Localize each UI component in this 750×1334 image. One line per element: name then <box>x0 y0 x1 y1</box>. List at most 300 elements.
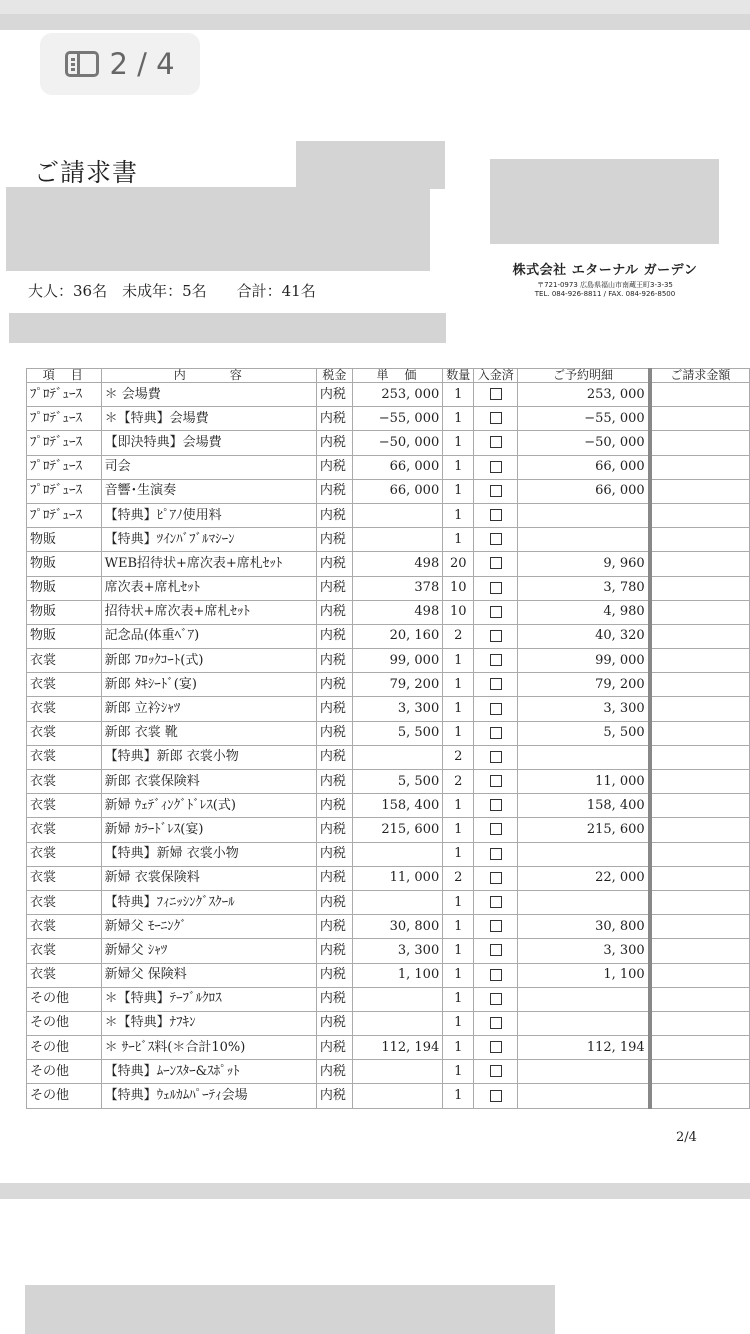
table-row <box>27 939 750 963</box>
paid-checkbox[interactable] <box>490 1017 502 1029</box>
cell-item: その他 <box>27 1036 102 1060</box>
cell-tax: 内税 <box>316 600 352 624</box>
cell-item: ﾌﾟﾛﾃﾞｭｰｽ <box>27 431 102 455</box>
cell-content: 音響･生演奏 <box>101 479 316 503</box>
table-row <box>27 818 750 842</box>
cell-paid <box>474 1036 518 1060</box>
table-row <box>27 866 750 890</box>
cell-unit-price: 253, 000 <box>352 383 442 407</box>
cell-content: 【特典】ﾋﾟｱﾉ使用料 <box>101 503 316 527</box>
guest-summary: 大人：36名 未成年：5名 合計：41名 <box>28 282 316 300</box>
cell-tax: 内税 <box>316 649 352 673</box>
cell-quantity: 2 <box>443 770 474 794</box>
cell-tax: 内税 <box>316 697 352 721</box>
cell-paid <box>474 721 518 745</box>
header-content: 内 容 <box>101 369 316 383</box>
table-row <box>27 697 750 721</box>
cell-tax: 内税 <box>316 818 352 842</box>
cell-paid <box>474 503 518 527</box>
cell-billing-amount <box>650 939 750 963</box>
cell-quantity: 2 <box>443 745 474 769</box>
cell-tax: 内税 <box>316 842 352 866</box>
cell-tax: 内税 <box>316 939 352 963</box>
cell-item: ﾌﾟﾛﾃﾞｭｰｽ <box>27 479 102 503</box>
paid-checkbox[interactable] <box>490 775 502 787</box>
cell-reservation-detail: 112, 194 <box>518 1036 650 1060</box>
cell-item: 衣裳 <box>27 721 102 745</box>
cell-unit-price <box>352 745 442 769</box>
cell-unit-price: 158, 400 <box>352 794 442 818</box>
table-row <box>27 673 750 697</box>
cell-unit-price: −50, 000 <box>352 431 442 455</box>
cell-content: 新婦父 保険料 <box>101 963 316 987</box>
page-indicator-label: 2 / 4 <box>109 47 175 81</box>
cell-item: ﾌﾟﾛﾃﾞｭｰｽ <box>27 407 102 431</box>
cell-unit-price: 5, 500 <box>352 770 442 794</box>
cell-quantity: 1 <box>443 818 474 842</box>
cell-paid <box>474 842 518 866</box>
table-row <box>27 600 750 624</box>
paid-checkbox[interactable] <box>490 872 502 884</box>
cell-item: 衣裳 <box>27 818 102 842</box>
cell-unit-price: 5, 500 <box>352 721 442 745</box>
cell-paid <box>474 915 518 939</box>
cell-quantity: 1 <box>443 987 474 1011</box>
page-number: 2/4 <box>676 1130 697 1145</box>
cell-tax: 内税 <box>316 987 352 1011</box>
cell-item: その他 <box>27 1060 102 1084</box>
cell-billing-amount <box>650 624 750 648</box>
cell-paid <box>474 407 518 431</box>
next-document-page <box>0 1199 750 1334</box>
paid-checkbox[interactable] <box>490 412 502 424</box>
cell-content: 新婦 ｳｪﾃﾞｨﾝｸﾞﾄﾞﾚｽ(式) <box>101 794 316 818</box>
invoice-table <box>26 368 750 1109</box>
cell-quantity: 1 <box>443 915 474 939</box>
cell-item: 物販 <box>27 576 102 600</box>
redacted-block <box>6 187 430 271</box>
cell-unit-price: 112, 194 <box>352 1036 442 1060</box>
cell-paid <box>474 431 518 455</box>
cell-quantity: 1 <box>443 1060 474 1084</box>
cell-quantity: 1 <box>443 794 474 818</box>
cell-item: 衣裳 <box>27 794 102 818</box>
cell-paid <box>474 770 518 794</box>
cell-content: 新郎 立衿ｼｬﾂ <box>101 697 316 721</box>
paid-checkbox[interactable] <box>490 823 502 835</box>
cell-reservation-detail <box>518 1084 650 1108</box>
cell-reservation-detail: 3, 780 <box>518 576 650 600</box>
paid-checkbox[interactable] <box>490 993 502 1005</box>
cell-unit-price: 3, 300 <box>352 939 442 963</box>
cell-reservation-detail <box>518 842 650 866</box>
cell-paid <box>474 576 518 600</box>
cell-unit-price: 66, 000 <box>352 479 442 503</box>
cell-billing-amount <box>650 818 750 842</box>
cell-content: 新婦 ｶﾗｰﾄﾞﾚｽ(宴) <box>101 818 316 842</box>
table-row <box>27 528 750 552</box>
header-tax: 税金 <box>316 369 352 383</box>
paid-checkbox[interactable] <box>490 388 502 400</box>
cell-content: 【特典】ﾌｨﾆｯｼﾝｸﾞｽｸｰﾙ <box>101 890 316 914</box>
cell-paid <box>474 552 518 576</box>
page-indicator[interactable] <box>40 33 200 95</box>
cell-tax: 内税 <box>316 673 352 697</box>
paid-checkbox[interactable] <box>490 703 502 715</box>
cell-reservation-detail <box>518 528 650 552</box>
paid-checkbox[interactable] <box>490 751 502 763</box>
table-row <box>27 963 750 987</box>
cell-content: WEB招待状+席次表+席札ｾｯﾄ <box>101 552 316 576</box>
cell-unit-price: 20, 160 <box>352 624 442 648</box>
cell-item: 衣裳 <box>27 770 102 794</box>
cell-paid <box>474 866 518 890</box>
cell-quantity: 1 <box>443 721 474 745</box>
cell-quantity: 20 <box>443 552 474 576</box>
cell-item: 衣裳 <box>27 697 102 721</box>
cell-paid <box>474 794 518 818</box>
paid-checkbox[interactable] <box>490 848 502 860</box>
cell-billing-amount <box>650 1060 750 1084</box>
cell-reservation-detail <box>518 1060 650 1084</box>
document-title: ご請求書 <box>34 158 139 187</box>
cell-billing-amount <box>650 987 750 1011</box>
cell-item: 衣裳 <box>27 939 102 963</box>
cell-content: 新郎 ﾌﾛｯｸｺｰﾄ(式) <box>101 649 316 673</box>
table-row <box>27 1036 750 1060</box>
cell-quantity: 1 <box>443 842 474 866</box>
cell-unit-price <box>352 1011 442 1035</box>
header-unit-price: 単 価 <box>352 369 442 383</box>
cell-tax: 内税 <box>316 624 352 648</box>
table-row <box>27 770 750 794</box>
table-row <box>27 431 750 455</box>
cell-reservation-detail: 66, 000 <box>518 479 650 503</box>
table-row <box>27 1011 750 1035</box>
cell-unit-price: 498 <box>352 600 442 624</box>
cell-tax: 内税 <box>316 1084 352 1108</box>
header-quantity: 数量 <box>443 369 474 383</box>
page-separator <box>0 1183 750 1199</box>
cell-quantity: 2 <box>443 624 474 648</box>
cell-reservation-detail: 215, 600 <box>518 818 650 842</box>
paid-checkbox[interactable] <box>490 533 502 545</box>
cell-billing-amount <box>650 576 750 600</box>
cell-item: その他 <box>27 987 102 1011</box>
cell-reservation-detail: 11, 000 <box>518 770 650 794</box>
cell-reservation-detail: 66, 000 <box>518 455 650 479</box>
paid-checkbox[interactable] <box>490 1090 502 1102</box>
paid-checkbox[interactable] <box>490 485 502 497</box>
cell-content: 新郎 衣裳 靴 <box>101 721 316 745</box>
cell-quantity: 1 <box>443 963 474 987</box>
paid-checkbox[interactable] <box>490 1065 502 1077</box>
cell-billing-amount <box>650 842 750 866</box>
table-row <box>27 890 750 914</box>
cell-tax: 内税 <box>316 1060 352 1084</box>
cell-billing-amount <box>650 915 750 939</box>
cell-item: 衣裳 <box>27 842 102 866</box>
cell-content: ＊ 会場費 <box>101 383 316 407</box>
cell-billing-amount <box>650 407 750 431</box>
cell-tax: 内税 <box>316 431 352 455</box>
paid-checkbox[interactable] <box>490 557 502 569</box>
cell-billing-amount <box>650 963 750 987</box>
header-item: 項 目 <box>27 369 102 383</box>
company-name: 株式会社 エターナル ガーデン <box>512 263 698 278</box>
cell-tax: 内税 <box>316 576 352 600</box>
cell-item: ﾌﾟﾛﾃﾞｭｰｽ <box>27 455 102 479</box>
cell-item: 物販 <box>27 552 102 576</box>
paid-checkbox[interactable] <box>490 630 502 642</box>
cell-billing-amount <box>650 600 750 624</box>
cell-tax: 内税 <box>316 503 352 527</box>
cell-quantity: 10 <box>443 600 474 624</box>
redacted-block <box>9 313 446 343</box>
cell-quantity: 1 <box>443 939 474 963</box>
cell-billing-amount <box>650 649 750 673</box>
paid-checkbox[interactable] <box>490 678 502 690</box>
cell-unit-price <box>352 528 442 552</box>
table-row <box>27 987 750 1011</box>
cell-content: 【特典】ﾑｰﾝｽﾀｰ&ｽﾎﾟｯﾄ <box>101 1060 316 1084</box>
paid-checkbox[interactable] <box>490 944 502 956</box>
table-row <box>27 407 750 431</box>
cell-reservation-detail <box>518 1011 650 1035</box>
paid-checkbox[interactable] <box>490 727 502 739</box>
cell-unit-price: 30, 800 <box>352 915 442 939</box>
cell-paid <box>474 987 518 1011</box>
cell-billing-amount <box>650 528 750 552</box>
cell-unit-price <box>352 1060 442 1084</box>
cell-unit-price: 66, 000 <box>352 455 442 479</box>
cell-paid <box>474 1011 518 1035</box>
cell-tax: 内税 <box>316 721 352 745</box>
cell-item: 物販 <box>27 624 102 648</box>
header-paid: 入金済 <box>474 369 518 383</box>
cell-billing-amount <box>650 866 750 890</box>
cell-billing-amount <box>650 673 750 697</box>
cell-tax: 内税 <box>316 745 352 769</box>
cell-paid <box>474 1060 518 1084</box>
cell-tax: 内税 <box>316 1036 352 1060</box>
cell-quantity: 1 <box>443 1011 474 1035</box>
cell-tax: 内税 <box>316 455 352 479</box>
cell-item: ﾌﾟﾛﾃﾞｭｰｽ <box>27 503 102 527</box>
cell-content: 新婦父 ﾓｰﾆﾝｸﾞ <box>101 915 316 939</box>
paid-checkbox[interactable] <box>490 509 502 521</box>
cell-unit-price <box>352 503 442 527</box>
cell-billing-amount <box>650 1036 750 1060</box>
cell-paid <box>474 455 518 479</box>
paid-checkbox[interactable] <box>490 654 502 666</box>
cell-quantity: 1 <box>443 673 474 697</box>
cell-unit-price: 99, 000 <box>352 649 442 673</box>
viewer-page-gap <box>0 14 750 30</box>
cell-unit-price <box>352 987 442 1011</box>
cell-unit-price: 215, 600 <box>352 818 442 842</box>
cell-tax: 内税 <box>316 866 352 890</box>
cell-billing-amount <box>650 552 750 576</box>
cell-content: ＊【特典】ﾃｰﾌﾞﾙｸﾛｽ <box>101 987 316 1011</box>
cell-reservation-detail: 253, 000 <box>518 383 650 407</box>
cell-quantity: 1 <box>443 431 474 455</box>
cell-reservation-detail: −55, 000 <box>518 407 650 431</box>
cell-quantity: 2 <box>443 866 474 890</box>
cell-reservation-detail: 40, 320 <box>518 624 650 648</box>
cell-paid <box>474 383 518 407</box>
cell-paid <box>474 479 518 503</box>
cell-content: 【特典】新婦 衣裳小物 <box>101 842 316 866</box>
cell-tax: 内税 <box>316 963 352 987</box>
redacted-block <box>25 1285 555 1334</box>
cell-unit-price <box>352 890 442 914</box>
cell-billing-amount <box>650 1011 750 1035</box>
cell-billing-amount <box>650 721 750 745</box>
cell-content: 【特典】新郎 衣裳小物 <box>101 745 316 769</box>
cell-unit-price: 79, 200 <box>352 673 442 697</box>
cell-billing-amount <box>650 697 750 721</box>
paid-checkbox[interactable] <box>490 920 502 932</box>
cell-unit-price: 498 <box>352 552 442 576</box>
cell-reservation-detail: 22, 000 <box>518 866 650 890</box>
cell-quantity: 1 <box>443 407 474 431</box>
cell-billing-amount <box>650 890 750 914</box>
cell-quantity: 10 <box>443 576 474 600</box>
paid-checkbox[interactable] <box>490 461 502 473</box>
cell-reservation-detail: 1, 100 <box>518 963 650 987</box>
cell-billing-amount <box>650 503 750 527</box>
cell-item: 物販 <box>27 600 102 624</box>
table-row <box>27 721 750 745</box>
cell-paid <box>474 528 518 552</box>
cell-content: 【特典】ｳｪﾙｶﾑﾊﾟｰﾃｨ会場 <box>101 1084 316 1108</box>
cell-paid <box>474 745 518 769</box>
cell-tax: 内税 <box>316 794 352 818</box>
cell-reservation-detail <box>518 890 650 914</box>
table-row <box>27 552 750 576</box>
cell-item: その他 <box>27 1084 102 1108</box>
redacted-block <box>296 141 445 189</box>
cell-reservation-detail: 99, 000 <box>518 649 650 673</box>
cell-paid <box>474 673 518 697</box>
table-row <box>27 479 750 503</box>
redacted-block <box>490 159 719 244</box>
cell-item: 物販 <box>27 528 102 552</box>
cell-billing-amount <box>650 745 750 769</box>
viewer-top-bar <box>0 0 750 14</box>
cell-item: 衣裳 <box>27 673 102 697</box>
cell-unit-price <box>352 1084 442 1108</box>
cell-content: 新婦 衣裳保険料 <box>101 866 316 890</box>
header-reservation-detail: ご予約明細 <box>518 369 650 383</box>
cell-paid <box>474 818 518 842</box>
cell-paid <box>474 963 518 987</box>
cell-reservation-detail: −50, 000 <box>518 431 650 455</box>
cell-content: 新郎 衣裳保険料 <box>101 770 316 794</box>
page-list-icon <box>65 51 99 77</box>
cell-tax: 内税 <box>316 383 352 407</box>
cell-reservation-detail: 9, 960 <box>518 552 650 576</box>
cell-unit-price <box>352 842 442 866</box>
paid-checkbox[interactable] <box>490 799 502 811</box>
cell-content: ＊【特典】ﾅﾌｷﾝ <box>101 1011 316 1035</box>
cell-item: 衣裳 <box>27 649 102 673</box>
cell-paid <box>474 649 518 673</box>
cell-content: 記念品(体重ﾍﾞｱ) <box>101 624 316 648</box>
cell-quantity: 1 <box>443 1036 474 1060</box>
cell-quantity: 1 <box>443 1084 474 1108</box>
cell-item: その他 <box>27 1011 102 1035</box>
cell-content: 【特典】ﾂｲﾝﾊﾞﾌﾞﾙﾏｼｰﾝ <box>101 528 316 552</box>
cell-quantity: 1 <box>443 383 474 407</box>
cell-paid <box>474 697 518 721</box>
cell-item: 衣裳 <box>27 915 102 939</box>
table-row <box>27 649 750 673</box>
cell-content: 司会 <box>101 455 316 479</box>
cell-item: 衣裳 <box>27 866 102 890</box>
company-address: 〒721-0973 広島県福山市南蔵王町3-3-35 <box>537 281 673 289</box>
paid-checkbox[interactable] <box>490 896 502 908</box>
cell-reservation-detail: 5, 500 <box>518 721 650 745</box>
cell-content: 招待状+席次表+席札ｾｯﾄ <box>101 600 316 624</box>
table-row <box>27 794 750 818</box>
cell-billing-amount <box>650 383 750 407</box>
table-row <box>27 1084 750 1108</box>
paid-checkbox[interactable] <box>490 606 502 618</box>
paid-checkbox[interactable] <box>490 436 502 448</box>
cell-unit-price: 1, 100 <box>352 963 442 987</box>
cell-quantity: 1 <box>443 455 474 479</box>
cell-reservation-detail <box>518 987 650 1011</box>
paid-checkbox[interactable] <box>490 582 502 594</box>
cell-reservation-detail <box>518 745 650 769</box>
cell-tax: 内税 <box>316 915 352 939</box>
cell-billing-amount <box>650 455 750 479</box>
cell-quantity: 1 <box>443 503 474 527</box>
cell-reservation-detail: 4, 980 <box>518 600 650 624</box>
table-row <box>27 455 750 479</box>
cell-quantity: 1 <box>443 528 474 552</box>
table-row <box>27 842 750 866</box>
table-row <box>27 915 750 939</box>
table-row <box>27 503 750 527</box>
table-row <box>27 745 750 769</box>
cell-content: 席次表+席札ｾｯﾄ <box>101 576 316 600</box>
cell-reservation-detail: 79, 200 <box>518 673 650 697</box>
cell-tax: 内税 <box>316 552 352 576</box>
cell-tax: 内税 <box>316 528 352 552</box>
cell-quantity: 1 <box>443 479 474 503</box>
cell-quantity: 1 <box>443 697 474 721</box>
table-header-row <box>27 369 750 383</box>
company-block <box>505 259 705 299</box>
cell-item: 衣裳 <box>27 963 102 987</box>
table-row <box>27 624 750 648</box>
cell-content: 【即決特典】会場費 <box>101 431 316 455</box>
cell-billing-amount <box>650 1084 750 1108</box>
cell-billing-amount <box>650 479 750 503</box>
cell-item: 衣裳 <box>27 745 102 769</box>
cell-billing-amount <box>650 431 750 455</box>
cell-tax: 内税 <box>316 1011 352 1035</box>
cell-unit-price: −55, 000 <box>352 407 442 431</box>
paid-checkbox[interactable] <box>490 1041 502 1053</box>
cell-paid <box>474 624 518 648</box>
cell-content: ＊ ｻｰﾋﾞｽ料(＊合計10%) <box>101 1036 316 1060</box>
paid-checkbox[interactable] <box>490 969 502 981</box>
cell-content: ＊【特典】会場費 <box>101 407 316 431</box>
